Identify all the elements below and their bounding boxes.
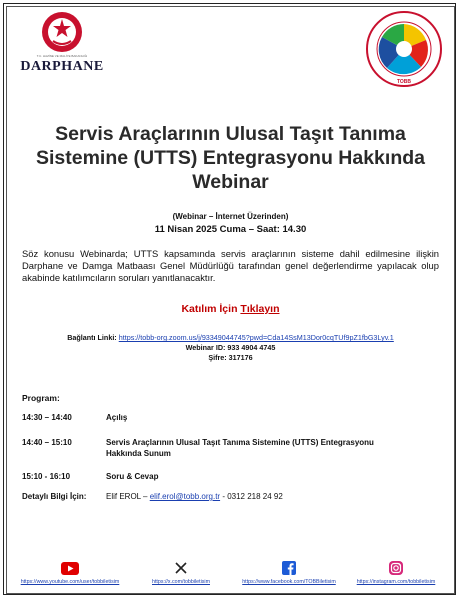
social-instagram[interactable] (340, 560, 452, 585)
facebook-icon (282, 561, 296, 575)
darphane-small-text: T.C. HAZİNE VE MALİYE BAKANLIĞI (36, 54, 88, 58)
title-line-2: Sistemine (UTTS) Entegrasyonu Hakkında (35, 147, 425, 169)
program-time: 14:40 – 15:10 (22, 438, 72, 447)
instagram-link[interactable]: https://instagram.com/tobbiletisim (356, 579, 436, 585)
facebook-link[interactable]: https://www.facebook.com/TOBBiletisim (242, 579, 336, 585)
social-x[interactable] (125, 560, 237, 585)
webinar-password: Şifre: 317176 (208, 353, 253, 362)
darphane-name: DARPHANE (20, 59, 104, 74)
program-time: 14:30 – 14:40 (22, 413, 72, 422)
subtitle: (Webinar – İnternet Üzerinden) (172, 212, 289, 221)
zoom-link[interactable]: https://tobb-org.zoom.us/j/93349044745?pwd=Cda14SsM13Dor0cqTUf9pZ1fbG3Lyv.1 (118, 333, 394, 342)
title-line-1: Servis Araçlarının Ulusal Taşıt Tanıma (55, 123, 406, 145)
tobb-logo (365, 10, 443, 88)
webinar-id: Webinar ID: 933 4904 4745 (185, 343, 276, 352)
join-line (0, 303, 461, 315)
contact-details (106, 491, 283, 502)
page-title (0, 122, 461, 194)
join-link[interactable]: Tıklayın (240, 303, 280, 315)
contact-label: Detaylı Bilgi İçin: (22, 492, 87, 501)
description-paragraph: Söz konusu Webinarda; UTTS kapsamında servis araçlarının sisteme dahil edilmesine ilişkin Darphane ve Damga Matbaası Genel Müdürlüğü tarafından genel değerlendirme yapılacak olup akabinde katılımcıların soruları yanıtlanacaktır. (22, 248, 439, 283)
contact-email-link[interactable]: elif.erol@tobb.org.tr (149, 492, 221, 501)
x-icon (175, 562, 187, 574)
program-desc: Açılış (106, 413, 128, 422)
title-line-3: Webinar (192, 171, 269, 193)
social-youtube[interactable] (14, 560, 126, 585)
youtube-link[interactable]: https://www.youtube.com/user/tobbiletisim (20, 579, 120, 585)
tobb-seal-icon (365, 10, 443, 88)
join-prefix: Katılım İçin (181, 303, 238, 315)
connection-info (0, 333, 461, 363)
program-heading: Program: (22, 393, 60, 403)
connection-link-label: Bağlantı Linki: (67, 333, 117, 342)
program-desc: Servis Araçlarının Ulusal Taşıt Tanıma Sistemine (UTTS) Entegrasyonu (106, 438, 374, 447)
event-date: 11 Nisan 2025 Cuma – Saat: 14.30 (154, 224, 307, 235)
contact-phone: - 0312 218 24 92 (220, 492, 283, 501)
contact-name: Elif EROL – (106, 492, 150, 501)
social-facebook[interactable] (233, 560, 345, 585)
svg-text:TOBB: TOBB (396, 79, 412, 85)
program-desc: Soru & Cevap (106, 472, 159, 481)
program-desc-continued: Hakkında Sunum (106, 449, 171, 458)
instagram-icon (389, 561, 403, 575)
darphane-emblem-icon (40, 10, 84, 54)
x-link[interactable]: https://x.com/tobbiletisim (152, 579, 210, 585)
darphane-logo (14, 10, 110, 82)
youtube-icon (61, 562, 79, 575)
inner-border (6, 6, 455, 594)
program-time: 15:10 - 16:10 (22, 472, 71, 481)
